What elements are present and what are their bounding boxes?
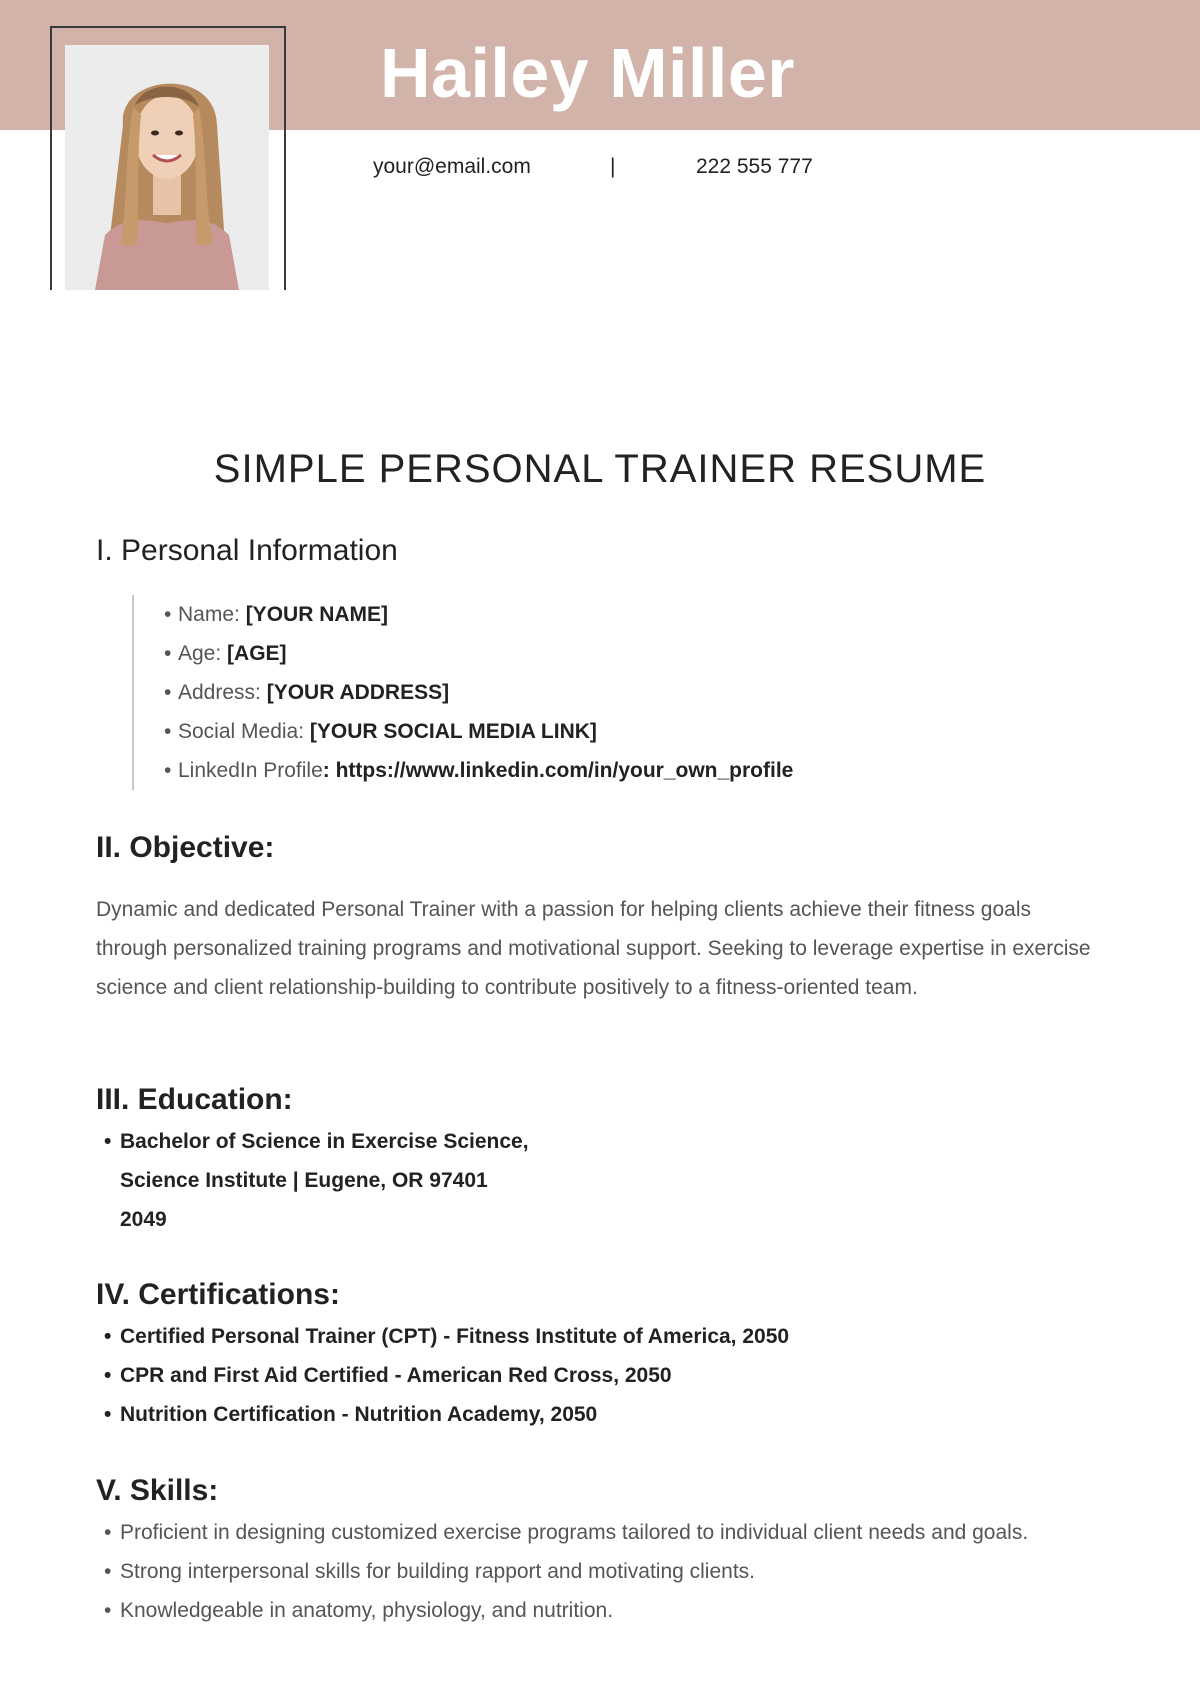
item-label: LinkedIn Profile <box>178 759 323 782</box>
objective-text: Dynamic and dedicated Personal Trainer with a passion for helping clients achieve their fitness goals through personalized training programs and motivational support. Seeking to leverage expertise in exercise science and client relationship-building to contribute positively to a fitness-oriented team. <box>96 898 1091 999</box>
contact-separator: | <box>610 155 616 178</box>
item-value: [AGE] <box>227 642 287 665</box>
education-list <box>104 1122 1104 1239</box>
list-item <box>104 1122 1104 1239</box>
item-label: Address: <box>178 681 267 704</box>
list-item: • LinkedIn Profile: https://www.linkedin.com/in/your_own_profile <box>164 759 794 782</box>
list-item: • Name: [YOUR NAME] <box>164 603 389 626</box>
item-value: [YOUR NAME] <box>245 603 389 626</box>
list-item: • Strong interpersonal skills for building rapport and motivating clients. <box>104 1552 1104 1591</box>
linkedin-link[interactable]: : https://www.linkedin.com/in/your_own_profile <box>322 759 794 782</box>
list-item: • Certified Personal Trainer (CPT) - Fitness Institute of America, 2050 <box>104 1317 1104 1356</box>
document-title: SIMPLE PERSONAL TRAINER RESUME <box>213 447 987 491</box>
education-degree: • Bachelor of Science in Exercise Science, <box>120 1130 529 1153</box>
education-year: 2049 <box>120 1208 167 1231</box>
item-value: [YOUR SOCIAL MEDIA LINK] <box>309 720 597 743</box>
item-label: Name: <box>178 603 246 626</box>
section-heading-personal-info: I. Personal Information <box>96 534 398 567</box>
section-heading-skills: V. Skills: <box>96 1474 219 1507</box>
certifications-list <box>104 1317 1104 1434</box>
skills-list <box>104 1513 1104 1630</box>
list-item: • Social Media: [YOUR SOCIAL MEDIA LINK] <box>164 720 597 743</box>
list-item: • Age: [AGE] <box>164 642 287 665</box>
contact-phone: 222 555 777 <box>696 155 813 178</box>
section-heading-certifications: IV. Certifications: <box>96 1278 340 1311</box>
list-item: • Proficient in designing customized exercise programs tailored to individual client needs and goals. <box>104 1513 1104 1552</box>
education-institution: Science Institute | Eugene, OR 97401 <box>120 1169 488 1192</box>
personal-info-list <box>132 595 1064 790</box>
contact-email: your@email.com <box>373 155 531 178</box>
list-item: • Knowledgeable in anatomy, physiology, and nutrition. <box>104 1591 1104 1630</box>
item-label: Age: <box>178 642 228 665</box>
profile-photo <box>65 45 269 290</box>
candidate-name: Hailey Miller <box>380 34 796 112</box>
item-value: [YOUR ADDRESS] <box>266 681 450 704</box>
list-item: • Nutrition Certification - Nutrition Academy, 2050 <box>104 1395 1104 1434</box>
list-item: • Address: [YOUR ADDRESS] <box>164 681 450 704</box>
list-item: • CPR and First Aid Certified - American Red Cross, 2050 <box>104 1356 1104 1395</box>
section-heading-education: III. Education: <box>96 1083 293 1116</box>
section-heading-objective: II. Objective: <box>96 831 275 864</box>
item-label: Social Media: <box>178 720 310 743</box>
